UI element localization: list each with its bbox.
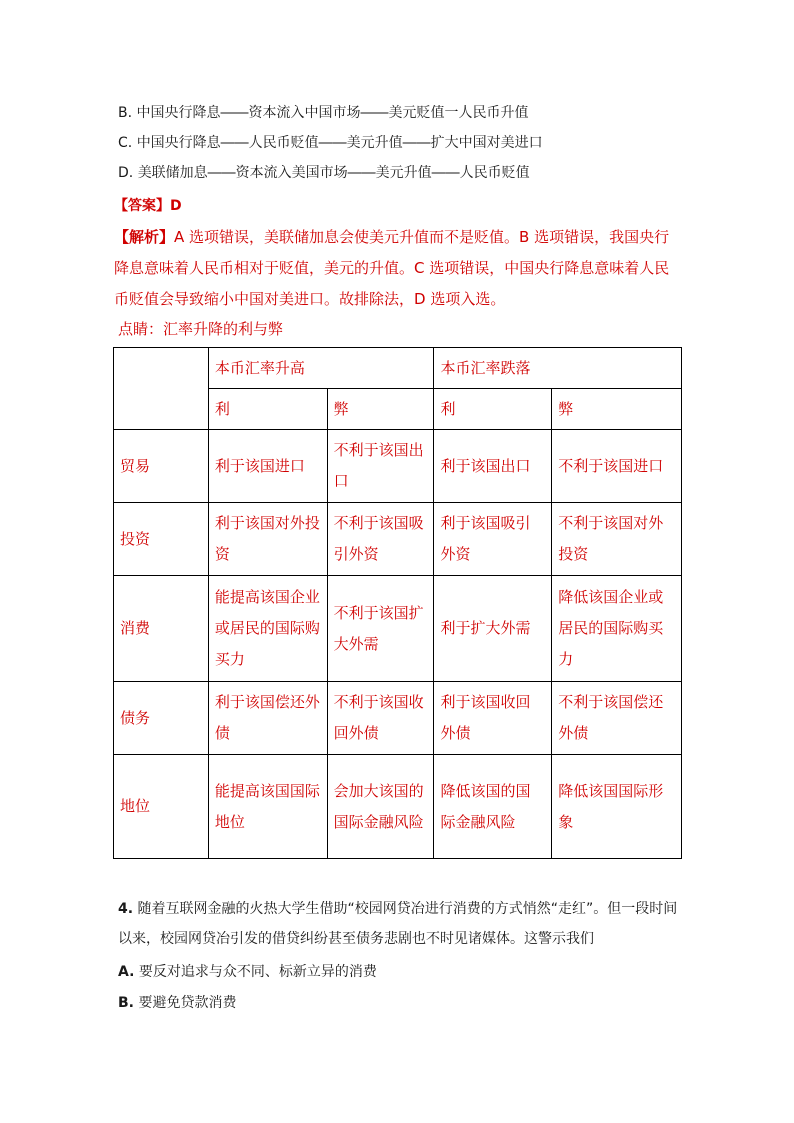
option-letter: B. bbox=[118, 995, 134, 1011]
row-label: 贸易 bbox=[114, 430, 209, 503]
table-cell: 会加大该国的国际金融风险 bbox=[327, 755, 434, 859]
table-cell: 利于扩大外需 bbox=[434, 576, 552, 682]
table-cell: 不利于该国扩大外需 bbox=[327, 576, 434, 682]
question-text: 随着互联网金融的火热大学生借助“校园网贷冶进行消费的方式悄然“走红”。但一段时间以来，校园网贷冶引发的借贷纠纷甚至债务悲剧也不时见诸媒体。这警示我们 bbox=[118, 901, 678, 947]
table-cell: 利于该国进口 bbox=[208, 430, 327, 503]
option-text: 要避免贷款消费 bbox=[138, 995, 237, 1011]
question-option-b bbox=[118, 993, 236, 1013]
table-cell: 利于该国出口 bbox=[434, 430, 552, 503]
option-text: 中国央行降息――人民币贬值――美元升值――扩大中国对美进口 bbox=[136, 135, 543, 151]
table-cell: 不利于该国进口 bbox=[552, 430, 682, 503]
answer-line bbox=[114, 196, 182, 216]
table-sub-header: 弊 bbox=[552, 389, 682, 430]
table-cell: 不利于该国偿还外债 bbox=[552, 682, 682, 755]
option-d bbox=[118, 163, 530, 183]
row-label: 债务 bbox=[114, 682, 209, 755]
table-corner-cell bbox=[114, 348, 209, 430]
table-cell: 不利于该国吸引外资 bbox=[327, 503, 434, 576]
table-sub-header: 利 bbox=[208, 389, 327, 430]
table-cell: 降低该国企业或居民的国际购买力 bbox=[552, 576, 682, 682]
table-cell: 不利于该国收回外债 bbox=[327, 682, 434, 755]
exchange-rate-table bbox=[113, 347, 682, 859]
table-row bbox=[114, 682, 682, 755]
table-group-header-row bbox=[114, 348, 682, 389]
option-letter: A. bbox=[118, 964, 135, 980]
row-label: 投资 bbox=[114, 503, 209, 576]
row-label: 消费 bbox=[114, 576, 209, 682]
table-cell: 利于该国偿还外债 bbox=[208, 682, 327, 755]
analysis-paragraph bbox=[114, 222, 680, 315]
option-letter: C. bbox=[118, 135, 133, 151]
table-sub-header: 利 bbox=[434, 389, 552, 430]
question-number: 4. bbox=[118, 901, 134, 917]
question-option-a bbox=[118, 962, 377, 982]
table-row bbox=[114, 430, 682, 503]
analysis-label: 【解析】 bbox=[114, 228, 175, 246]
table-cell: 降低该国的国际金融风险 bbox=[434, 755, 552, 859]
answer-value: D bbox=[170, 198, 182, 214]
question-4 bbox=[118, 894, 678, 954]
option-text: 美联储加息――资本流入美国市场――美元升值――人民币贬值 bbox=[137, 165, 530, 181]
option-text: 中国央行降息――资本流入中国市场――美元贬值一人民币升值 bbox=[136, 105, 529, 121]
table-cell: 利于该国对外投资 bbox=[208, 503, 327, 576]
table-cell: 不利于该国对外投资 bbox=[552, 503, 682, 576]
analysis-text: A 选项错误，美联储加息会使美元升值而不是贬值。B 选项错误，我国央行降息意味着人民币相对于贬值，美元的升值。C 选项错误，中国央行降息意味着人民币贬值会导致缩小中国对美进口。故排除法，D 选项入选。 bbox=[114, 228, 670, 308]
table-sub-header: 弊 bbox=[327, 389, 434, 430]
table-cell: 能提高该国国际地位 bbox=[208, 755, 327, 859]
option-b bbox=[118, 103, 529, 123]
row-label: 地位 bbox=[114, 755, 209, 859]
table-cell: 能提高该国企业或居民的国际购买力 bbox=[208, 576, 327, 682]
option-letter: D. bbox=[118, 165, 134, 181]
table-cell: 不利于该国出口 bbox=[327, 430, 434, 503]
table-group-header: 本币汇率跌落 bbox=[434, 348, 682, 389]
table-row bbox=[114, 576, 682, 682]
option-text: 要反对追求与众不同、标新立异的消费 bbox=[138, 964, 377, 980]
table-cell: 利于该国吸引外资 bbox=[434, 503, 552, 576]
option-c bbox=[118, 133, 543, 153]
table-group-header: 本币汇率升高 bbox=[208, 348, 434, 389]
table-cell: 利于该国收回外债 bbox=[434, 682, 552, 755]
answer-label: 【答案】 bbox=[114, 198, 170, 214]
option-letter: B. bbox=[118, 105, 133, 121]
table-row bbox=[114, 755, 682, 859]
table-row bbox=[114, 503, 682, 576]
tip-title: 点睛：汇率升降的利与弊 bbox=[118, 320, 284, 338]
table-cell: 降低该国国际形象 bbox=[552, 755, 682, 859]
